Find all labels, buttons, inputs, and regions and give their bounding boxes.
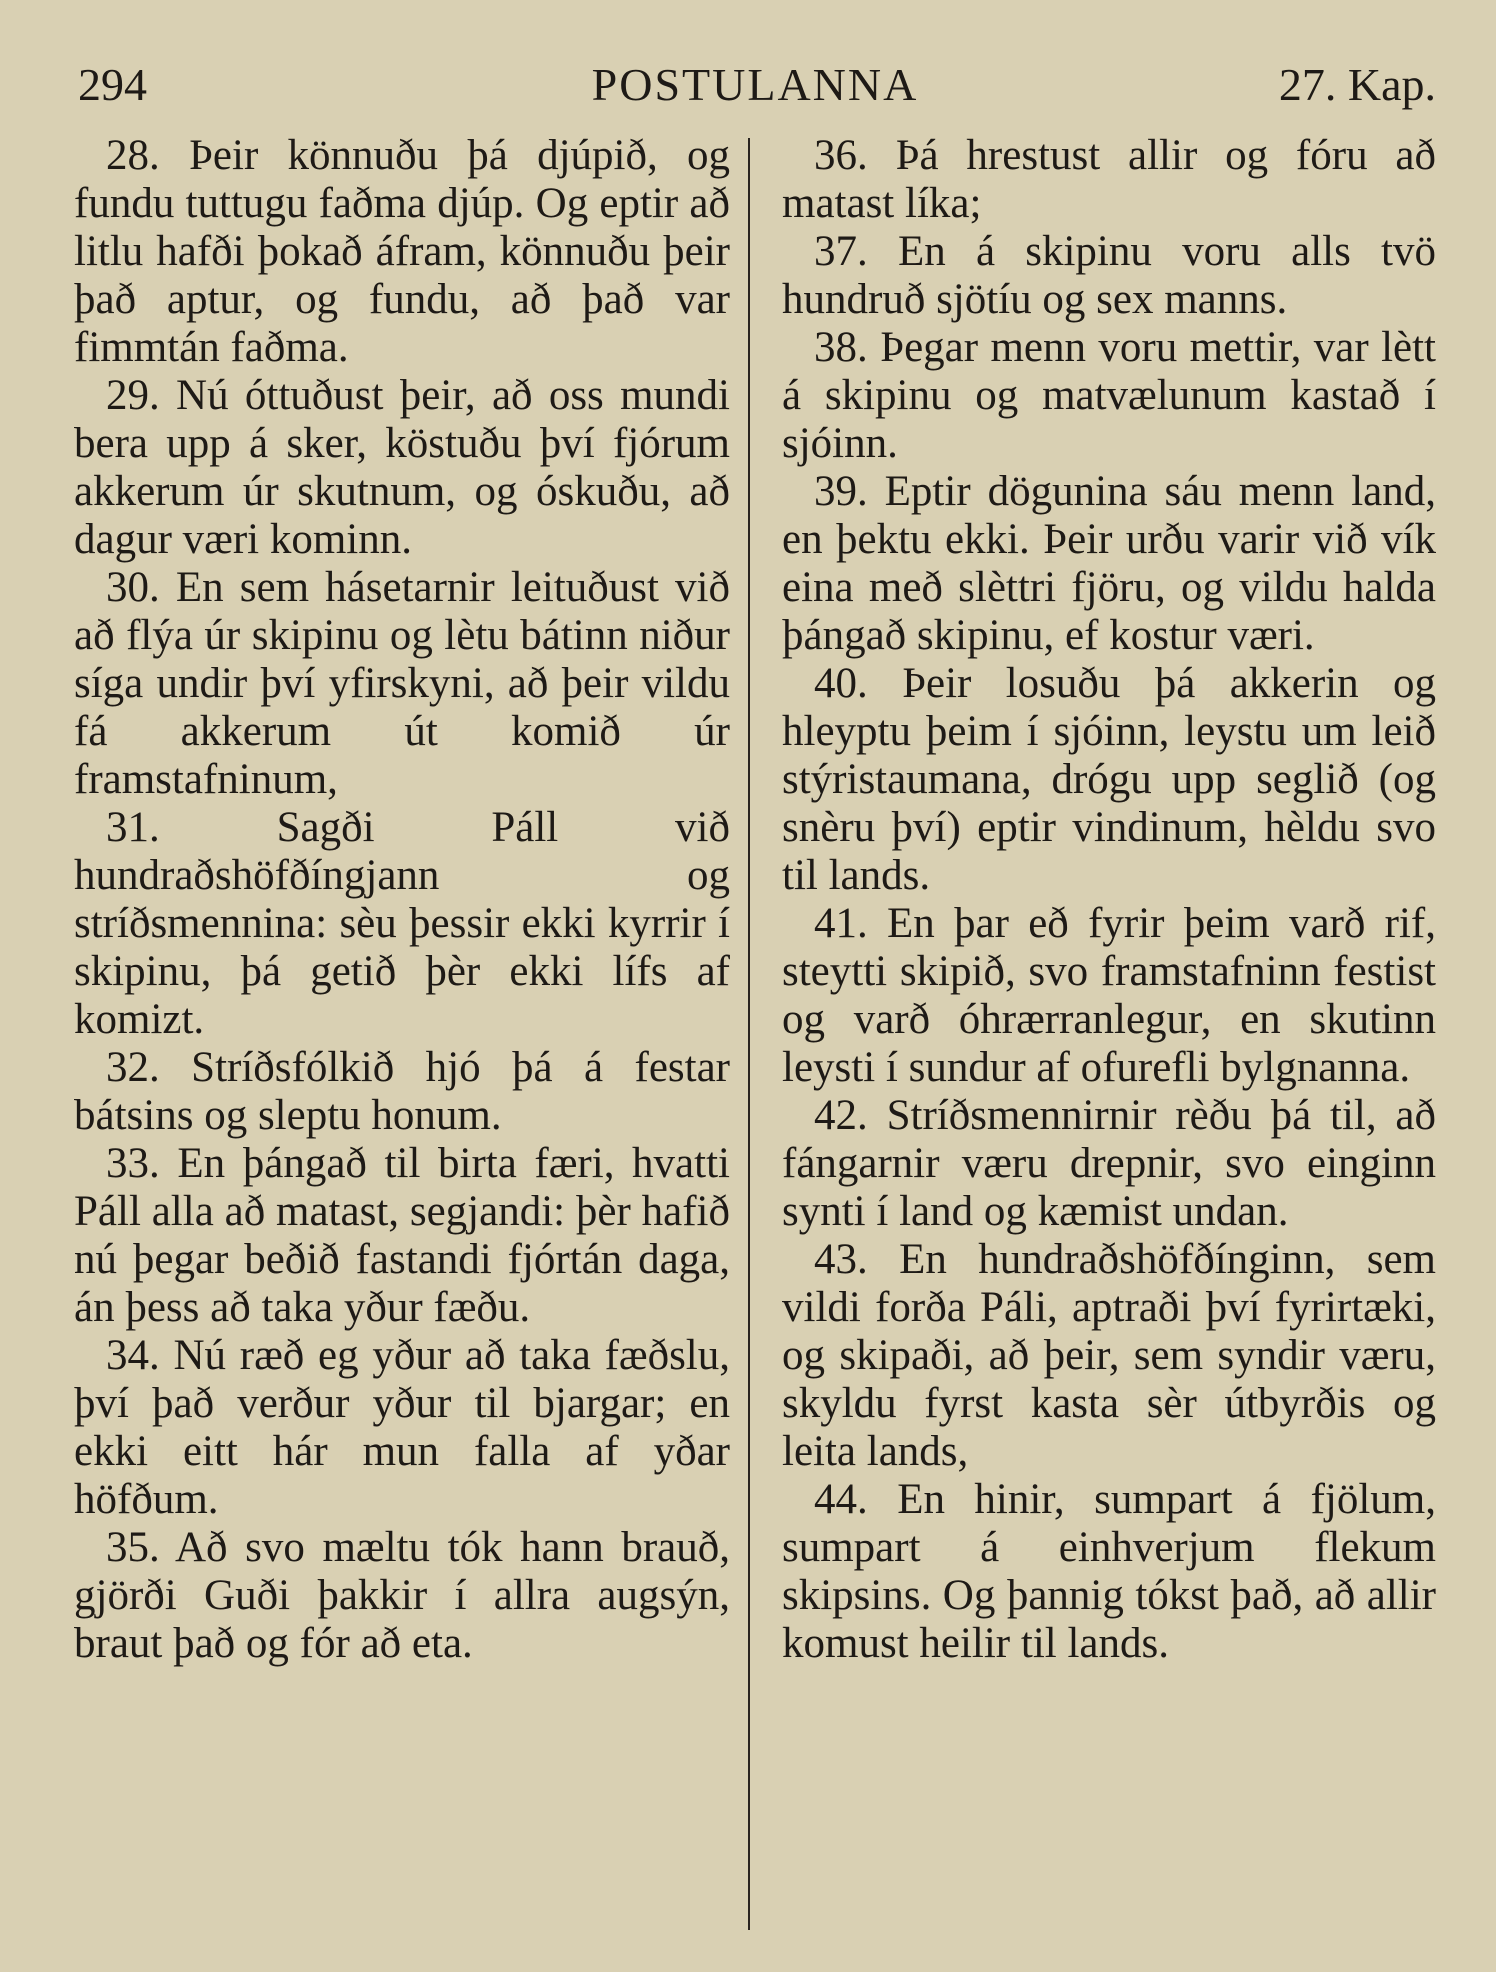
verse-44: 44. En hinir, sumpart á fjölum, sumpart á einhverjum flekum skipsins. Og þannig tókst það, að allir komust heilir til lands. bbox=[782, 1476, 1436, 1667]
verse-36: 36. Þá hrestust allir og fóru að matast líka; bbox=[782, 132, 1436, 227]
chapter-label: 27. Kap. bbox=[1278, 59, 1436, 110]
verse-33: 33. En þángað til birta færi, hvatti Páll alla að matast, segjandi: þèr hafið nú þegar beðið fastandi fjórtán daga, án þess að taka yður fæðu. bbox=[74, 1140, 730, 1331]
verse-35: 35. Að svo mæltu tók hann brauð, gjörði Guði þakkir í allra augsýn, braut það og fór að eta. bbox=[74, 1524, 730, 1667]
verse-38: 38. Þegar menn voru mettir, var lètt á skipinu og matvælunum kastað í sjóinn. bbox=[782, 324, 1436, 467]
verse-31: 31. Sagði Páll við hundraðshöfðíngjann og stríðsmennina: sèu þessir ekki kyrrir í skipinu, þá getið þèr ekki lífs af komizt. bbox=[74, 804, 730, 1043]
left-column bbox=[74, 132, 734, 1668]
verse-40: 40. Þeir losuðu þá akkerin og hleyptu þeim í sjóinn, leystu um leið stýristaumana, drógu upp seglið (og snèru því) eptir vindinum, hèldu svo til lands. bbox=[782, 660, 1436, 899]
page-title: POSTULANNA bbox=[591, 59, 919, 110]
verse-29: 29. Nú óttuðust þeir, að oss mundi bera upp á sker, köstuðu því fjórum akkerum úr skutnum, og óskuðu, að dagur væri kominn. bbox=[74, 372, 730, 563]
page-number: 294 bbox=[78, 59, 147, 110]
verse-39: 39. Eptir dögunina sáu menn land, en þektu ekki. Þeir urðu varir við vík eina með slèttri fjöru, og vildu halda þángað skipinu, ef kostur væri. bbox=[782, 468, 1436, 659]
verse-41: 41. En þar eð fyrir þeim varð rif, steytti skipið, svo framstafninn festist og varð óhrærranlegur, en skutinn leysti í sundur af ofurefli bylgnanna. bbox=[782, 900, 1436, 1091]
verse-34: 34. Nú ræð eg yður að taka fæðslu, því það verður yður til bjargar; en ekki eitt hár mun falla af yðar höfðum. bbox=[74, 1332, 730, 1523]
column-divider bbox=[748, 138, 750, 1930]
verse-30: 30. En sem hásetarnir leituðust við að flýa úr skipinu og lètu bátinn niður síga undir því yfirskyni, að þeir vildu fá akkerum út komið úr framstafninum, bbox=[74, 564, 730, 803]
verse-28: 28. Þeir könnuðu þá djúpið, og fundu tuttugu faðma djúp. Og eptir að litlu hafði þokað áfram, könnuðu þeir það aptur, og fundu, að það var fimmtán faðma. bbox=[74, 132, 730, 371]
verse-32: 32. Stríðsfólkið hjó þá á festar bátsins og sleptu honum. bbox=[74, 1044, 730, 1139]
verse-37: 37. En á skipinu voru alls tvö hundruð sjötíu og sex manns. bbox=[782, 228, 1436, 323]
verse-43: 43. En hundraðshöfðínginn, sem vildi forða Páli, aptraði því fyrirtæki, og skipaði, að þeir, sem syndir væru, skyldu fyrst kasta sèr útbyrðis og leita lands, bbox=[782, 1236, 1436, 1475]
running-header bbox=[74, 58, 1436, 120]
right-column bbox=[776, 132, 1436, 1668]
verse-42: 42. Stríðsmennirnir rèðu þá til, að fángarnir væru drepnir, svo einginn synti í land og kæmist undan. bbox=[782, 1092, 1436, 1235]
two-column-body bbox=[74, 132, 1436, 1668]
